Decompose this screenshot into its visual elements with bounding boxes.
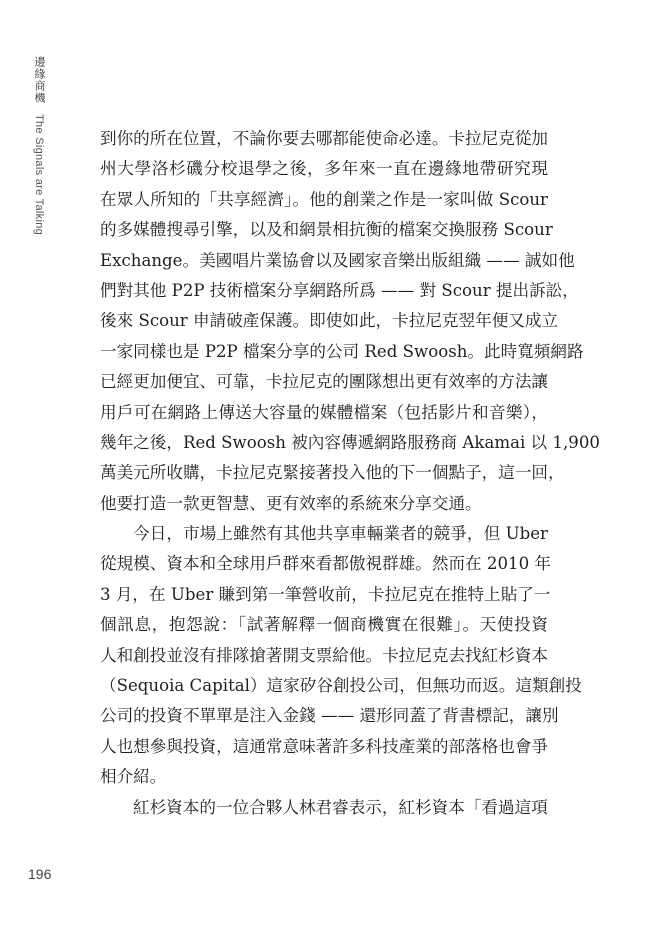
text-line: 今日，市場上雖然有其他共享車輛業者的競爭，但 Uber: [133, 524, 548, 544]
text-line: 後來 Scour 申請破產保護。即使如此，卡拉尼克翌年便又成立: [100, 311, 559, 331]
page-number: 196: [28, 866, 52, 882]
running-header: [30, 56, 48, 235]
text-line: 用戶可在網路上傳送大容量的媒體檔案（包括影片和音樂），: [100, 402, 548, 422]
text-line: 3 月，在 Uber 賺到第一筆營收前，卡拉尼克在推特上貼了一: [100, 584, 551, 604]
text-line: 人也想參與投資，這通常意味著許多科技產業的部落格也會爭: [100, 736, 549, 756]
text-line: 的多媒體搜尋引擎，以及和網景相抗衡的檔案交換服務 Scour: [100, 220, 553, 240]
body-text: [100, 124, 600, 823]
text-line: 州大學洛杉磯分校退學之後，多年來一直在邊緣地帶研究現: [100, 159, 548, 179]
book-title-english: The Signals are Talking: [33, 114, 45, 236]
text-line: 公司的投資不單單是注入金錢 —— 還形同蓋了背書標記，讓別: [100, 706, 559, 726]
text-line: 相介紹。: [100, 767, 167, 787]
text-line: 紅杉資本的一位合夥人林君睿表示，紅杉資本「看過這項: [133, 797, 548, 817]
text-line: 已經更加便宜、可靠，卡拉尼克的團隊想出更有效率的方法讓: [100, 372, 549, 392]
text-line: 從規模、資本和全球用戶群來看都傲視群雄。然而在 2010 年: [100, 554, 552, 574]
text-line: 一家同樣也是 P2P 檔案分享的公司 Red Swoosh。此時寬頻網路: [100, 341, 584, 361]
text-line: 人和創投並沒有排隊搶著開支票給他。卡拉尼克去找紅杉資本: [100, 645, 549, 665]
text-line: 幾年之後，Red Swoosh 被內容傳遞網路服務商 Akamai 以 1,900: [100, 432, 600, 452]
text-line: 在眾人所知的「共享經濟」。他的創業之作是一家叫做 Scour: [100, 189, 548, 209]
text-line: 個訊息，抱怨說：「試著解釋一個商機實在很難」。天使投資: [100, 615, 548, 635]
text-line: 們對其他 P2P 技術檔案分享網路所爲 —— 對 Scour 提出訴訟，: [100, 280, 579, 300]
text-line: （Sequoia Capital）這家矽谷創投公司，但無功而返。這類創投: [100, 676, 582, 696]
text-line: Exchange。美國唱片業協會以及國家音樂出版組織 —— 誠如他: [100, 250, 575, 270]
book-title-chinese: 邊緣商機: [33, 56, 46, 104]
text-line: 他要打造一款更智慧、更有效率的系統來分享交通。: [100, 493, 482, 513]
text-line: 到你的所在位置，不論你要去哪都能使命必達。卡拉尼克從加: [100, 129, 549, 148]
text-line: 萬美元所收購，卡拉尼克緊接著投入他的下一個點子，這一回，: [100, 463, 565, 483]
